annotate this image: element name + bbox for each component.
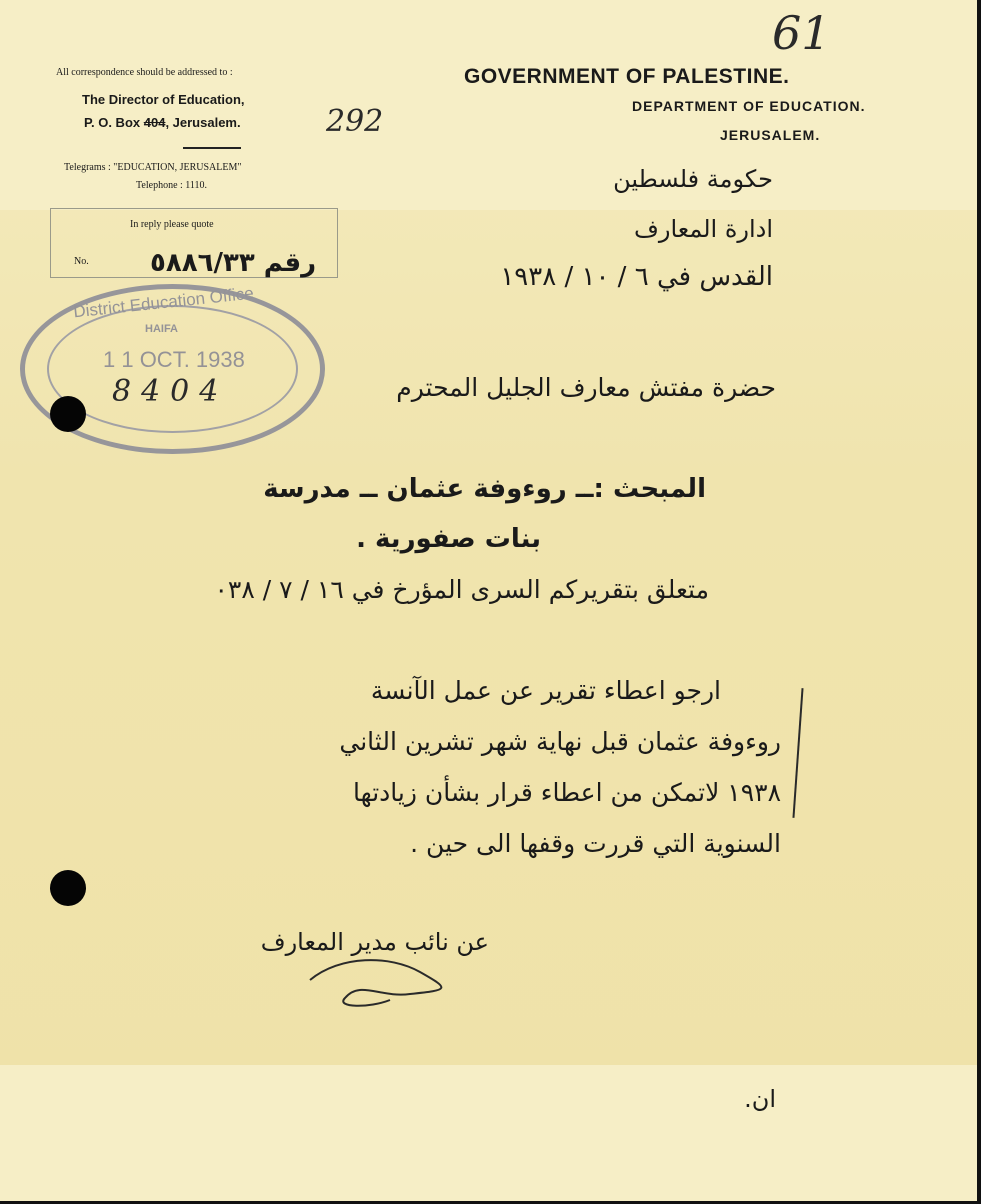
stamp-office: District Education Office: [72, 283, 255, 322]
typist-initials: ان.: [744, 1085, 776, 1113]
po-box-label: P. O. Box: [84, 115, 144, 130]
margin-pen-line: [792, 688, 803, 818]
city-title: JERUSALEM.: [720, 127, 821, 143]
scan-edge-right: [977, 0, 981, 1204]
telephone-line: Telephone : 1110.: [136, 180, 208, 191]
reference-number: رقم ٥٨٨٦/٣٣: [150, 248, 317, 278]
telegrams-text: Telegrams : "EDUCATION, JERUSALEM": [64, 162, 242, 173]
header-divider: [183, 147, 241, 149]
government-title-arabic: حكومة فلسطين: [613, 165, 773, 193]
stamp-date: 1 1 OCT. 1938: [103, 347, 245, 372]
department-title: DEPARTMENT OF EDUCATION.: [632, 98, 866, 114]
letter-date: القدس في ٦ / ١٠ / ١٩٣٨: [500, 262, 773, 292]
body-line-3: ١٩٣٨ لاتمكن من اعطاء قرار بشأن زيادتها: [353, 778, 781, 807]
punch-hole-bottom: [50, 870, 86, 906]
address-note: All correspondence should be addressed to :: [56, 67, 233, 78]
subject-line-cont: بنات صفورية .: [356, 524, 541, 554]
telegrams-line: [64, 162, 241, 173]
department-title-arabic: ادارة المعارف: [633, 215, 773, 243]
body-line-1: ارجو اعطاء تقرير عن عمل الآنسة: [370, 676, 721, 705]
addressee: حضرة مفتش معارف الجليل المحترم: [396, 373, 776, 402]
body-line-4: السنوية التي قررت وقفها الى حين .: [410, 829, 781, 858]
po-box-struck: 404: [143, 115, 166, 130]
director-line: The Director of Education,: [82, 92, 245, 107]
body-line-2: روءوفة عثمان قبل نهاية شهر تشرين الثاني: [339, 727, 781, 756]
po-box-city: , Jerusalem.: [165, 115, 241, 130]
reply-quote-label: In reply please quote: [130, 219, 214, 230]
handwritten-292: 292: [326, 104, 384, 139]
stamp-city: HAIFA: [145, 323, 178, 335]
paper-band-bottom: [0, 1065, 981, 1204]
reference-line: متعلق بتقريركم السرى المؤرخ في ١٦ / ٧ / ٠٣٨: [214, 575, 709, 604]
subject-line: المبحث :ــ روءوفة عثمان ــ مدرسة: [263, 474, 706, 504]
reply-no-label: No.: [74, 256, 89, 267]
signature-title: عن نائب مدير المعارف: [260, 928, 489, 956]
stamp-number: 8404: [112, 374, 229, 409]
folio-number: 61: [772, 6, 831, 60]
signature-scribble: [300, 950, 460, 1010]
po-box-line: [84, 115, 241, 130]
punch-hole-top: [50, 396, 86, 432]
government-title: GOVERNMENT OF PALESTINE.: [464, 65, 790, 88]
